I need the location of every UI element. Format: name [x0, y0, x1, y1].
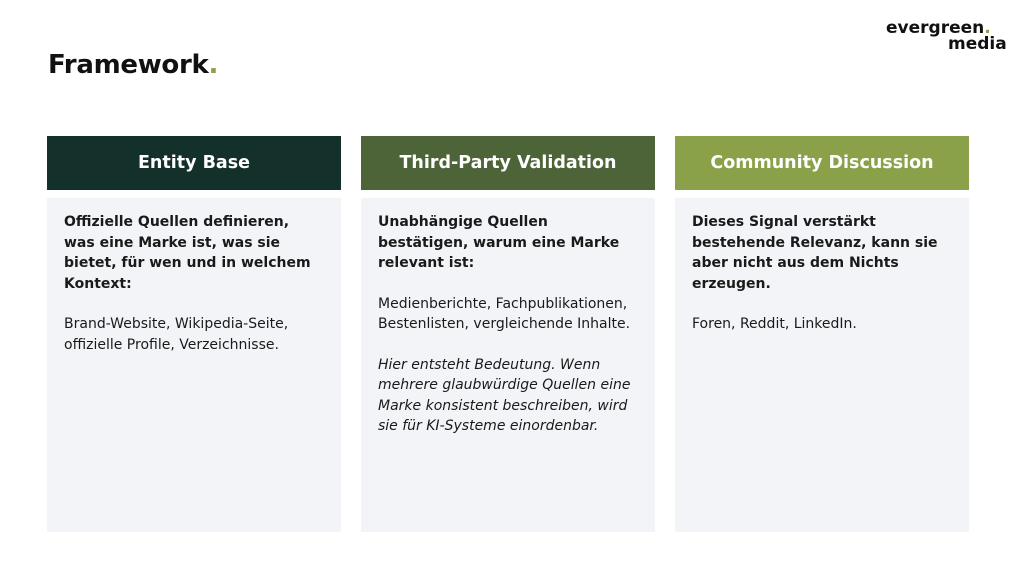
column-lead-text: Offizielle Quellen definieren, was eine Marke ist, was sie bietet, für wen und in welchem Kontext:: [64, 214, 311, 292]
column-heading: Third-Party Validation: [361, 136, 655, 190]
column-italic-text: Hier entsteht Bedeutung. Wenn mehrere glaubwürdige Quellen eine Marke konsistent beschreiben, wird sie für KI-Systeme einordenbar.: [378, 356, 631, 434]
column-heading: Community Discussion: [675, 136, 969, 190]
logo-dot: .: [984, 18, 991, 38]
evergreen-media-logo: [886, 20, 1006, 54]
column-community-discussion: [675, 136, 969, 532]
page-title-text: Framework: [48, 50, 209, 80]
column-body: [675, 198, 969, 532]
column-body-text: Brand-Website, Wikipedia-Seite, offizielle Profile, Verzeichnisse.: [64, 316, 289, 353]
column-body: [47, 198, 341, 532]
column-heading: Entity Base: [47, 136, 341, 190]
column-entity-base: [47, 136, 341, 532]
column-lead-text: Unabhängige Quellen bestätigen, warum eine Marke relevant ist:: [378, 214, 620, 271]
page-title: [48, 50, 218, 80]
title-accent-dot: .: [208, 50, 219, 80]
column-body: [361, 198, 655, 532]
column-third-party-validation: [361, 136, 655, 532]
column-body-text: Medienberichte, Fachpublikationen, Bestenlisten, vergleichende Inhalte.: [378, 295, 631, 332]
logo-line-2: media: [948, 34, 1007, 54]
column-lead-text: Dieses Signal verstärkt bestehende Relevanz, kann sie aber nicht aus dem Nichts erzeugen.: [692, 214, 938, 292]
logo-word-1: evergreen: [886, 18, 985, 38]
column-body-text: Foren, Reddit, LinkedIn.: [692, 316, 857, 332]
